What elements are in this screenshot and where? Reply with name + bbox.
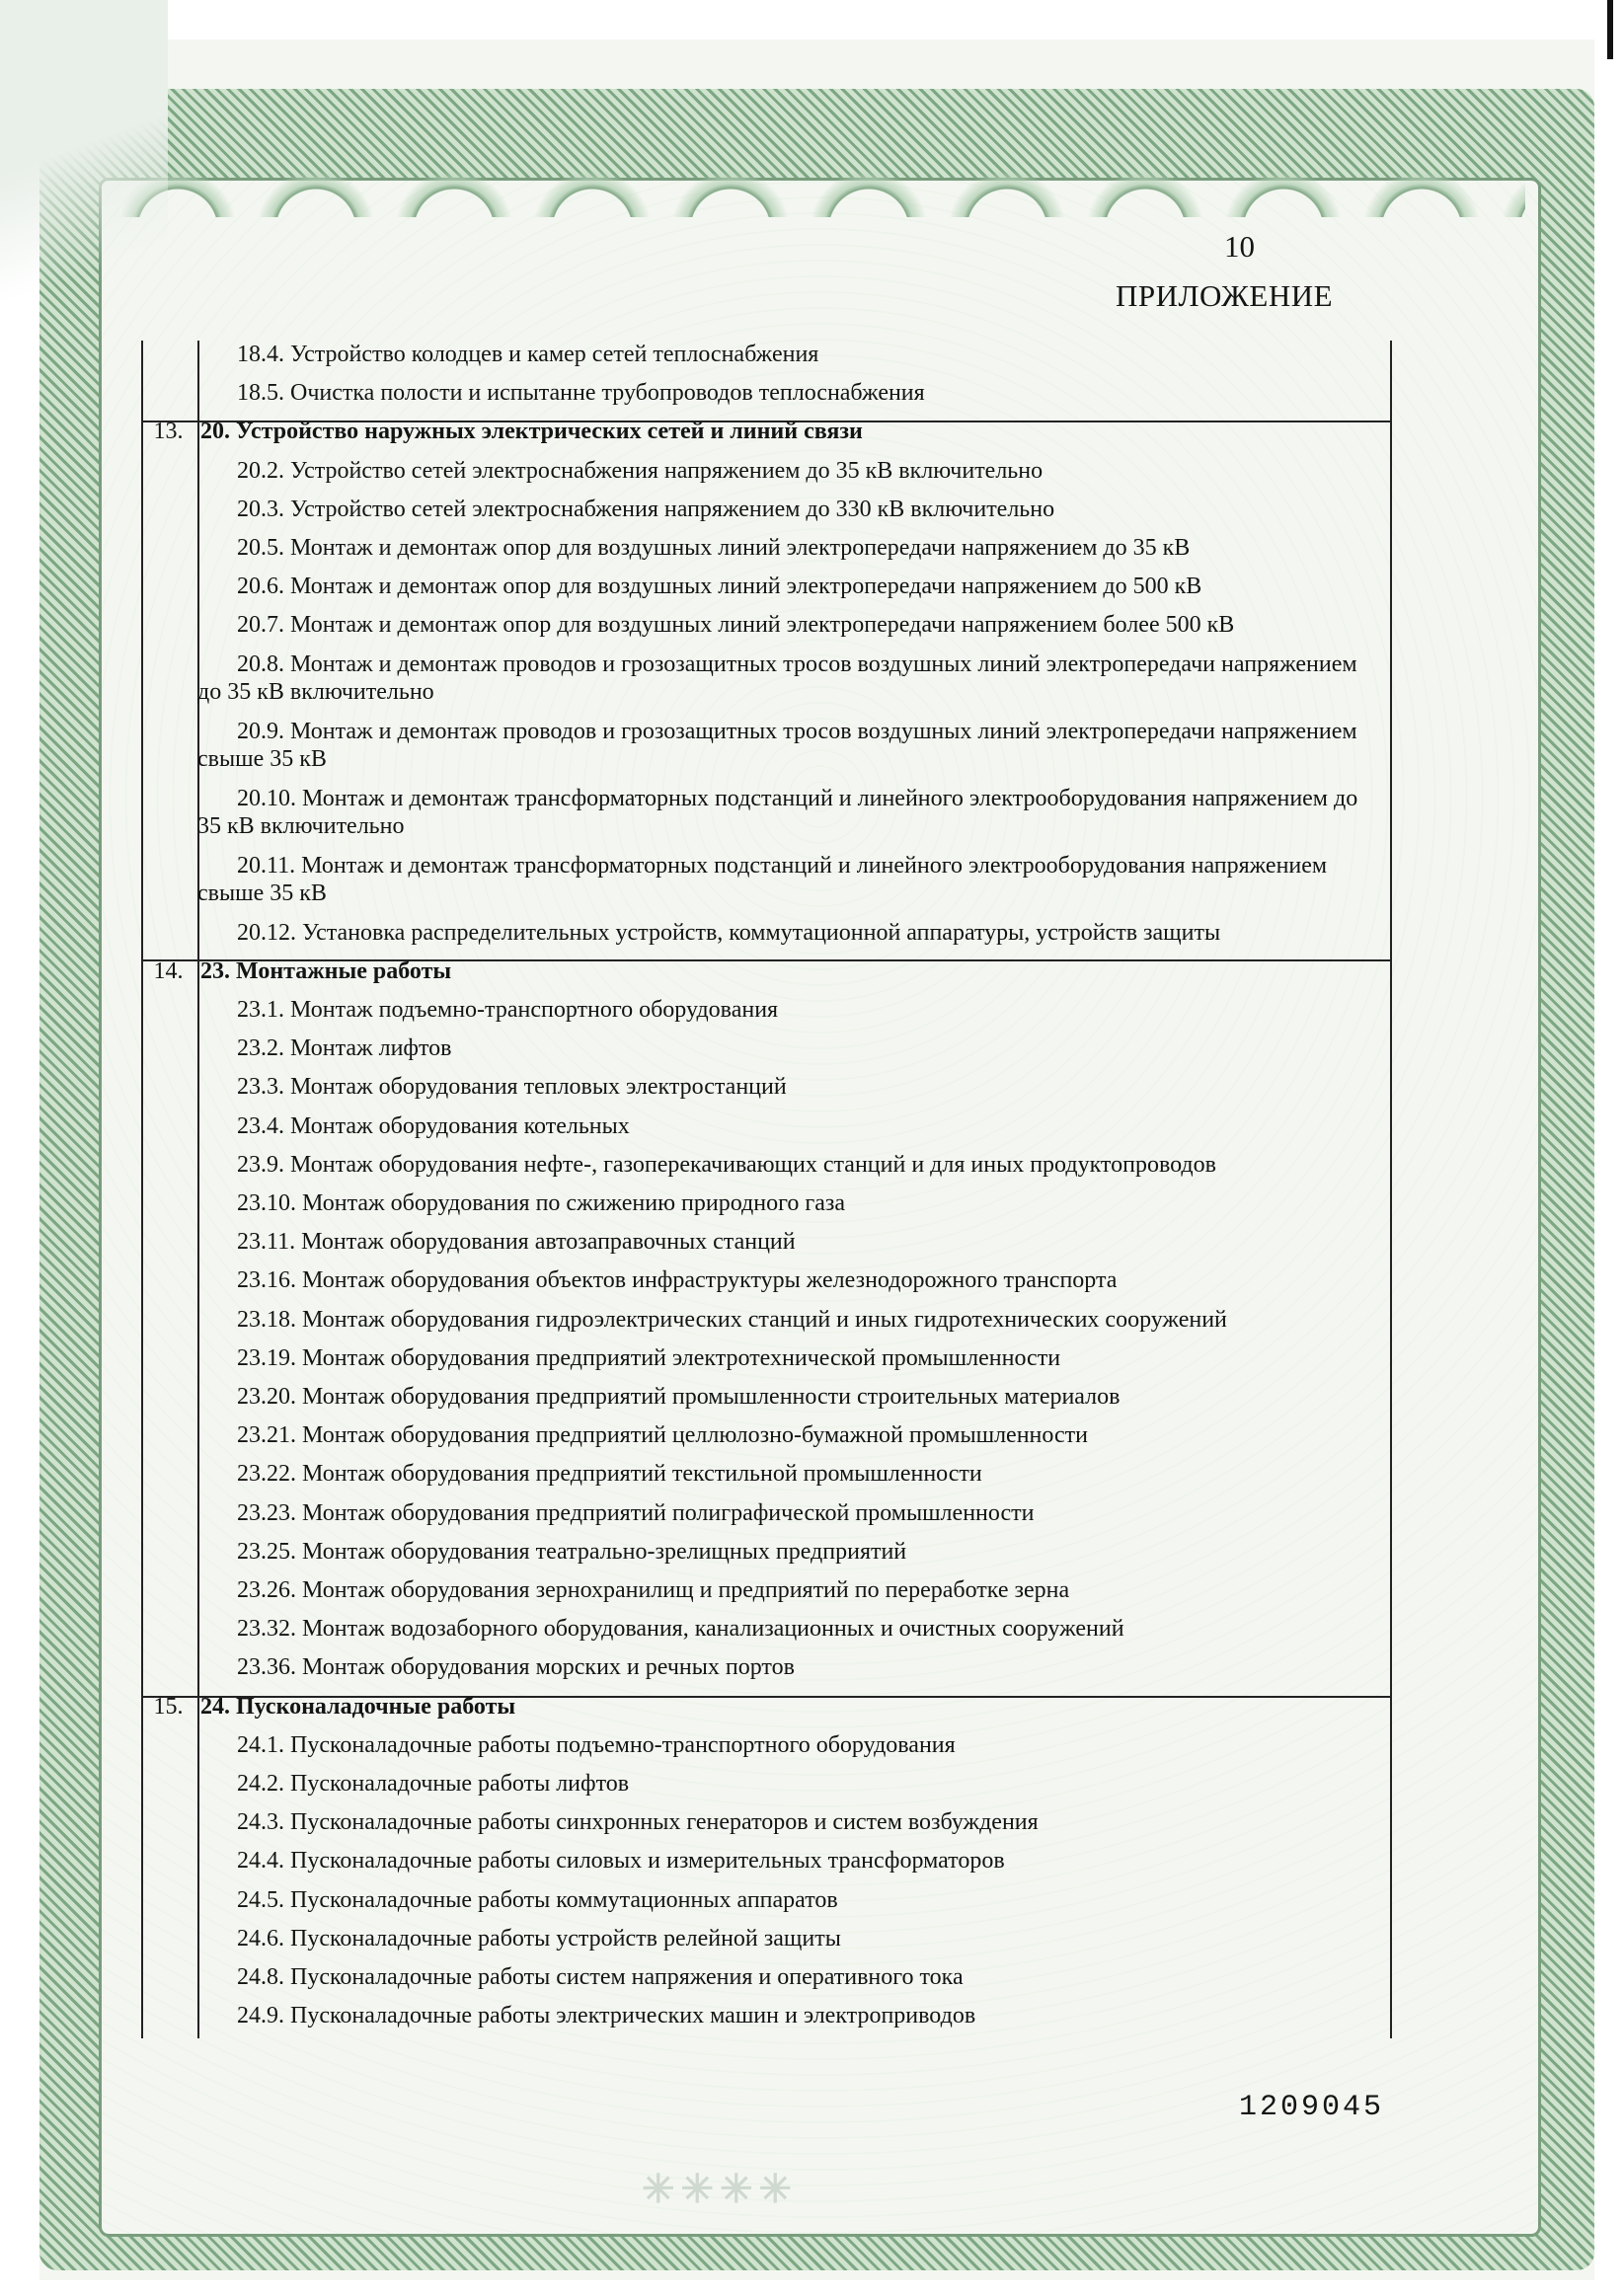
- work-item: 23.4. Монтаж оборудования котельных: [237, 1112, 630, 1139]
- work-item: 24.3. Пусконаладочные работы синхронных генераторов и систем возбуждения: [237, 1809, 1039, 1836]
- work-item: 20.8. Монтаж и демонтаж проводов и грозозащитных тросов воздушных линий электропередачи напряжением до 35 кВ включительно: [197, 651, 1357, 705]
- work-item: 24.9. Пусконаладочные работы электрических машин и электроприводов: [237, 2003, 976, 2029]
- work-item: 23.3. Монтаж оборудования тепловых электростанций: [237, 1074, 787, 1101]
- work-item: 24.6. Пусконаладочные работы устройств релейной защиты: [237, 1925, 841, 1952]
- work-item: 23.36. Монтаж оборудования морских и речных портов: [237, 1654, 795, 1681]
- work-item: 24.5. Пусконаладочные работы коммутационных аппаратов: [237, 1886, 838, 1913]
- work-item: 23.10. Монтаж оборудования по сжижению природного газа: [237, 1190, 845, 1216]
- scan-edge-mark: [1607, 0, 1613, 59]
- work-item: 23.19. Монтаж оборудования предприятий электротехнической промышленности: [237, 1344, 1061, 1371]
- work-item: 23.1. Монтаж подъемно-транспортного оборудования: [237, 997, 779, 1023]
- section-title: 20. Устройство наружных электрических сетей и линий связи: [200, 419, 863, 445]
- work-item: 20.5. Монтаж и демонтаж опор для воздушных линий электропередачи напряжением до 35 кВ: [237, 535, 1191, 561]
- work-item: 24.8. Пусконаладочные работы систем напряжения и оперативного тока: [237, 1964, 964, 1990]
- section-title: 23. Монтажные работы: [200, 957, 452, 984]
- form-serial-number: 1209045: [1239, 2091, 1385, 2124]
- section-title: 24. Пусконаладочные работы: [200, 1693, 516, 1720]
- work-item: 24.1. Пусконаладочные работы подъемно-транспортного оборудования: [237, 1731, 956, 1758]
- work-item: 24.2. Пусконаладочные работы лифтов: [237, 1771, 630, 1797]
- work-item: 18.5. Очистка полости и испытанне трубопроводов теплоснабжения: [237, 380, 925, 407]
- work-item: 23.21. Монтаж оборудования предприятий целлюлозно-бумажной промышленности: [237, 1422, 1088, 1449]
- work-item: 23.26. Монтаж оборудования зернохранилищ и предприятий по переработке зерна: [237, 1577, 1070, 1603]
- work-item: 23.16. Монтаж оборудования объектов инфраструктуры железнодорожного транспорта: [237, 1267, 1118, 1294]
- table-right-border: [1390, 341, 1392, 2038]
- work-item: 24.4. Пусконаладочные работы силовых и измерительных трансформаторов: [237, 1848, 1005, 1875]
- appendix-heading: ПРИЛОЖЕНИЕ: [1116, 278, 1334, 313]
- faded-stamp-imprint: ✳✳✳✳: [642, 2168, 799, 2211]
- work-item: 20.2. Устройство сетей электроснабжения напряжением до 35 кВ включительно: [237, 457, 1044, 484]
- work-item: 23.32. Монтаж водозаборного оборудования, канализационных и очистных сооружений: [237, 1616, 1124, 1643]
- work-item: 23.18. Монтаж оборудования гидроэлектрических станций и иных гидротехнических сооружений: [237, 1306, 1227, 1333]
- work-item: 20.7. Монтаж и демонтаж опор для воздушных линий электропередачи напряжением более 500 кВ: [237, 612, 1235, 639]
- table-left-border: [141, 341, 143, 2038]
- work-item: 23.25. Монтаж оборудования театрально-зрелищных предприятий: [237, 1538, 907, 1565]
- work-item: 23.9. Монтаж оборудования нефте-, газоперекачивающих станций и для иных продуктопроводов: [237, 1151, 1216, 1178]
- work-item: 20.9. Монтаж и демонтаж проводов и грозозащитных тросов воздушных линий электропередачи напряжением свыше 35 кВ: [197, 718, 1357, 772]
- page-number: 10: [1224, 229, 1255, 264]
- section-number: 14.: [153, 957, 184, 984]
- work-item: 20.3. Устройство сетей электроснабжения напряжением до 330 кВ включительно: [237, 496, 1055, 522]
- work-item: 20.10. Монтаж и демонтаж трансформаторных подстанций и линейного электрооборудования напряжением до 35 кВ включительно: [197, 785, 1358, 839]
- work-item: 23.23. Монтаж оборудования предприятий полиграфической промышленности: [237, 1499, 1035, 1526]
- work-item: 20.11. Монтаж и демонтаж трансформаторных подстанций и линейного электрооборудования напряжением свыше 35 кВ: [197, 852, 1328, 906]
- torn-corner: [0, 0, 168, 375]
- work-item: 23.11. Монтаж оборудования автозаправочных станций: [237, 1229, 796, 1256]
- work-item: 18.4. Устройство колодцев и камер сетей теплоснабжения: [237, 342, 819, 367]
- work-item: 23.22. Монтаж оборудования предприятий текстильной промышленности: [237, 1461, 982, 1488]
- work-item: 23.20. Монтаж оборудования предприятий промышленности строительных материалов: [237, 1384, 1121, 1410]
- ornamental-header-band: [109, 99, 1525, 217]
- work-item: 20.6. Монтаж и демонтаж опор для воздушных линий электропередачи напряжением до 500 кВ: [237, 574, 1202, 600]
- work-item: 20.12. Установка распределительных устройств, коммутационной аппаратуры, устройств защиты: [237, 919, 1221, 946]
- section-number: 13.: [153, 419, 184, 445]
- section-number: 15.: [153, 1693, 184, 1720]
- work-item: 23.2. Монтаж лифтов: [237, 1035, 452, 1062]
